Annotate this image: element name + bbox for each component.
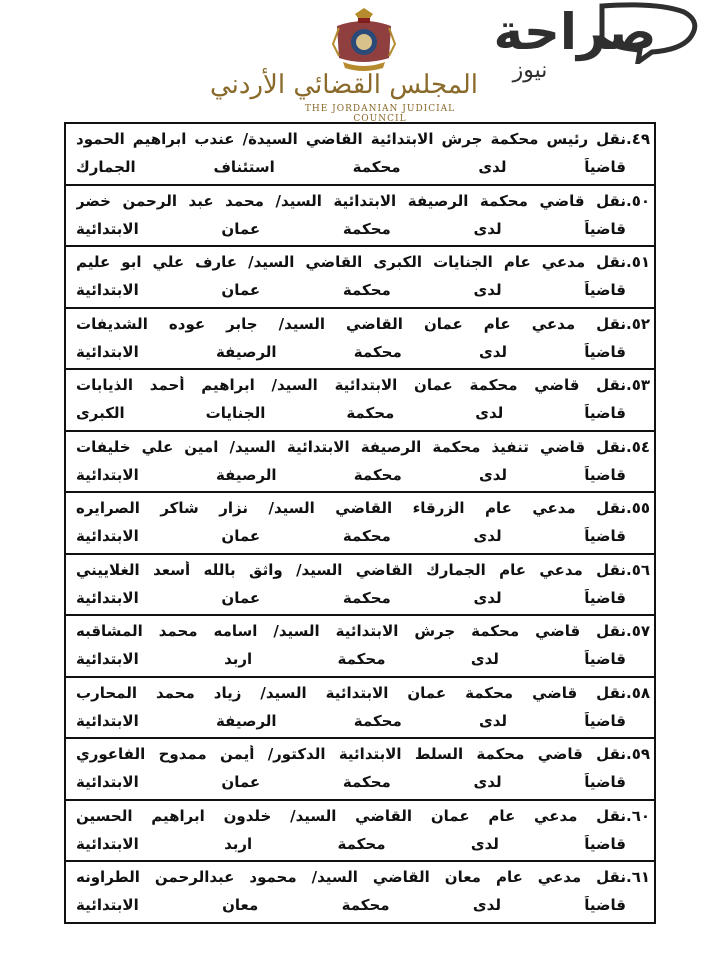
transfer-destination: قاضياً لدى محكمة الرصيفة الابتدائية (76, 342, 626, 361)
transfer-description: نقل قاضي محكمة عمان الابتدائية السيد/ زياد محمد المحارب (76, 683, 626, 702)
transfer-description: نقل مدعي عام الجمارك القاضي السيد/ واثق بالله أسعد الغلاييني (76, 560, 626, 579)
table-row (64, 616, 656, 678)
transfer-destination: قاضياً لدى محكمة عمان الابتدائية (76, 773, 626, 791)
transfer-description: نقل قاضي محكمة الرصيفة الابتدائية السيد/ محمد عبد الرحمن خضر (76, 191, 626, 210)
table-row (64, 309, 656, 371)
transfer-description: نقل مدعي عام عمان القاضي السيد/ خلدون ابراهيم الحسين (76, 806, 626, 825)
council-name-english: THE JORDANIAN JUDICIAL COUNCIL (304, 104, 456, 124)
row-number: ٥٨. (625, 683, 650, 702)
saraha-logo: صراحة (493, 3, 657, 61)
table-row (64, 493, 656, 555)
row-number: ٥٥. (625, 499, 650, 517)
transfer-destination: قاضياً لدى محكمة عمان الابتدائية (76, 219, 626, 238)
transfer-destination: قاضياً لدى محكمة استئناف الجمارك (76, 158, 626, 176)
row-number: ٥٤. (625, 437, 650, 456)
transfer-description: نقل قاضي محكمة جرش الابتدائية السيد/ اسامه محمد المشاقبه (76, 622, 626, 640)
row-number: ٥٦. (625, 560, 650, 579)
row-number: ٤٩. (625, 130, 650, 148)
row-number: ٥١. (625, 253, 650, 271)
transfer-description: نقل مدعي عام الجنايات الكبرى القاضي السيد/ عارف علي ابو عليم (76, 253, 626, 271)
table-row (64, 555, 656, 617)
transfer-destination: قاضياً لدى محكمة الرصيفة الابتدائية (76, 465, 626, 484)
table-row (64, 801, 656, 863)
jordan-coat-of-arms-icon (329, 4, 399, 78)
transfer-description: نقل قاضي تنفيذ محكمة الرصيفة الابتدائية السيد/ امين علي خليفات (76, 437, 626, 456)
saraha-logo-subtitle: نيوز (512, 58, 548, 83)
table-row (64, 862, 656, 924)
transfer-description: نقل رئيس محكمة جرش الابتدائية القاضي السيدة/ عندب ابراهيم الحمود (76, 130, 626, 148)
council-name-arabic: المجلس القضائي الأردني (209, 70, 478, 100)
transfer-destination: قاضياً لدى محكمة معان الابتدائية (76, 896, 626, 914)
table-row (64, 678, 656, 740)
row-number: ٥٧. (625, 622, 650, 640)
row-number: ٥٣. (625, 376, 650, 394)
table-row (64, 739, 656, 801)
transfer-destination: قاضياً لدى محكمة الرصيفة الابتدائية (76, 711, 626, 730)
row-number: ٦١. (625, 868, 650, 886)
transfer-destination: قاضياً لدى محكمة اربد الابتدائية (76, 834, 626, 853)
table-row (64, 124, 656, 186)
row-number: ٥٢. (625, 314, 650, 333)
table-row (64, 370, 656, 432)
transfer-destination: قاضياً لدى محكمة عمان الابتدائية (76, 588, 626, 607)
transfer-description: نقل مدعي عام معان القاضي السيد/ محمود عبدالرحمن الطراونه (76, 868, 626, 886)
transfer-destination: قاضياً لدى محكمة اربد الابتدائية (76, 650, 626, 668)
transfer-destination: قاضياً لدى محكمة الجنايات الكبرى (76, 404, 626, 422)
transfer-description: نقل مدعي عام الزرقاء القاضي السيد/ نزار شاكر الصرايره (76, 499, 626, 517)
table-row (64, 247, 656, 309)
transfer-description: نقل مدعي عام عمان القاضي السيد/ جابر عوده الشديفات (76, 314, 626, 333)
table-row (64, 186, 656, 248)
transfer-destination: قاضياً لدى محكمة عمان الابتدائية (76, 281, 626, 299)
table-row (64, 432, 656, 494)
row-number: ٥٩. (625, 745, 650, 763)
transfer-destination: قاضياً لدى محكمة عمان الابتدائية (76, 527, 626, 545)
transfers-table (64, 122, 656, 924)
page-header (0, 0, 720, 122)
row-number: ٦٠. (625, 806, 650, 825)
row-number: ٥٠. (625, 191, 650, 210)
transfer-description: نقل قاضي محكمة السلط الابتدائية الدكتور/ أيمن ممدوح الفاعوري (76, 745, 626, 763)
transfer-description: نقل قاضي محكمة عمان الابتدائية السيد/ ابراهيم أحمد الذيابات (76, 376, 626, 394)
